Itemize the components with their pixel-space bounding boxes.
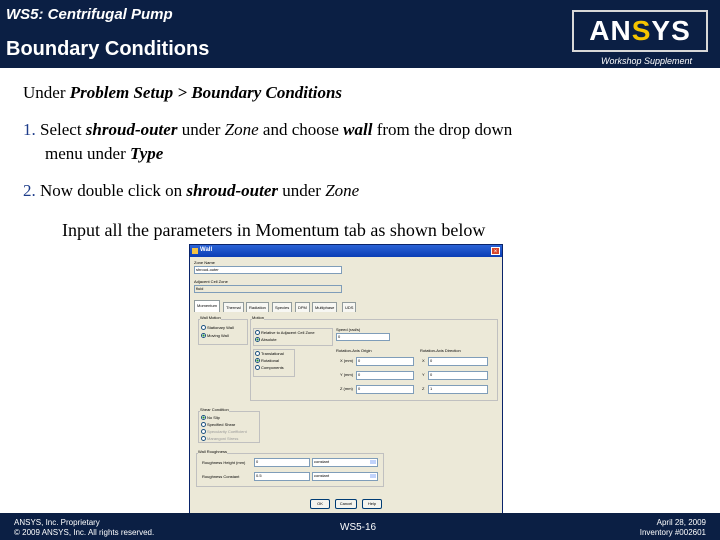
- roughness-constant-method-select[interactable]: constant: [312, 472, 378, 481]
- direction-z-label: Z: [422, 386, 425, 391]
- roughness-constant-label: Roughness Constant: [202, 474, 240, 479]
- direction-x-input[interactable]: 0: [428, 357, 488, 366]
- origin-x-input[interactable]: 0: [356, 357, 414, 366]
- slide-header: [0, 0, 720, 68]
- origin-z-input[interactable]: 0: [356, 385, 414, 394]
- tab-uds[interactable]: UDS: [342, 302, 356, 312]
- close-icon[interactable]: ×: [491, 247, 500, 255]
- step-2: 2. Now double click on shroud-outer under Zone: [23, 181, 360, 200]
- specified-shear-radio[interactable]: Specified Shear: [201, 422, 235, 427]
- direction-y-input[interactable]: 0: [428, 371, 488, 380]
- workshop-title: WS5: Centrifugal Pump: [6, 6, 173, 23]
- axis-origin-label: Rotation-Axis Origin: [336, 348, 372, 353]
- direction-y-label: Y: [422, 372, 425, 377]
- origin-y-input[interactable]: 0: [356, 371, 414, 380]
- moving-wall-radio[interactable]: Moving Wall: [201, 333, 229, 338]
- wall-motion-label: Wall Motion: [200, 315, 221, 320]
- footer-date: April 28, 2009: [656, 518, 706, 527]
- dialog-titlebar[interactable]: Wall: [190, 245, 502, 257]
- zone-name-label: Zone Name: [194, 260, 215, 265]
- wall-dialog: [189, 244, 503, 514]
- specularity-coefficient-radio[interactable]: Specularity Coefficient: [201, 429, 247, 434]
- speed-label: Speed (rad/s): [336, 327, 361, 332]
- footer-left: [14, 518, 154, 538]
- roughness-height-input[interactable]: 0: [254, 458, 310, 467]
- roughness-height-method-select[interactable]: constant: [312, 458, 378, 467]
- tab-radiation[interactable]: Radiation: [246, 302, 269, 312]
- slide-number: WS5-16: [340, 522, 377, 533]
- rotational-radio[interactable]: Rotational: [255, 358, 279, 363]
- origin-z-label: Z (mm): [340, 386, 353, 391]
- slide-title: Boundary Conditions: [6, 38, 210, 60]
- translational-radio[interactable]: Translational: [255, 351, 284, 356]
- tab-thermal[interactable]: Thermal: [223, 302, 244, 312]
- footer-inventory: Inventory #002601: [639, 528, 706, 537]
- shear-condition-label: Shear Condition: [200, 407, 229, 412]
- wall-motion-group: [198, 319, 248, 345]
- wall-roughness-label: Wall Roughness: [198, 449, 227, 454]
- instruction-text: Input all the parameters in Momentum tab as shown below: [62, 220, 486, 240]
- ok-button[interactable]: OK: [310, 499, 330, 509]
- slide-footer: [0, 513, 720, 540]
- tab-species[interactable]: Species: [272, 302, 292, 312]
- relative-radio[interactable]: Relative to Adjacent Cell Zone: [255, 330, 315, 335]
- tab-multiphase[interactable]: Multiphase: [312, 302, 337, 312]
- tab-momentum[interactable]: Momentum: [194, 300, 220, 312]
- footer-proprietary: ANSYS, Inc. Proprietary: [14, 518, 100, 527]
- speed-input[interactable]: 0: [336, 333, 390, 341]
- intro-line: Under Problem Setup > Boundary Conditions: [23, 83, 343, 102]
- absolute-radio[interactable]: Absolute: [255, 337, 277, 342]
- adjacent-zone-label: Adjacent Cell Zone: [194, 279, 228, 284]
- roughness-constant-input[interactable]: 0.5: [254, 472, 310, 481]
- axis-direction-label: Rotation-Axis Direction: [420, 348, 461, 353]
- direction-x-label: X: [422, 358, 425, 363]
- stationary-wall-radio[interactable]: Stationary Wall: [201, 325, 234, 330]
- motion-label: Motion: [252, 315, 265, 320]
- no-slip-radio[interactable]: No Slip: [201, 415, 220, 420]
- ansys-logo: AN S YS: [572, 10, 708, 52]
- step-1: 1. Select shroud-outer under Zone and choose wall from the drop down: [23, 120, 513, 139]
- help-button[interactable]: Help: [362, 499, 382, 509]
- direction-z-input[interactable]: 1: [428, 385, 488, 394]
- tab-dpm[interactable]: DPM: [295, 302, 310, 312]
- components-radio[interactable]: Components: [255, 365, 284, 370]
- roughness-height-label: Roughness Height (mm): [202, 460, 246, 465]
- zone-name-input[interactable]: shroud-outer: [194, 266, 342, 274]
- marangoni-stress-radio[interactable]: Marangoni Stress: [201, 436, 238, 441]
- adjacent-zone-value: fluid: [194, 285, 342, 293]
- workshop-supplement: Workshop Supplement: [600, 56, 692, 66]
- origin-y-label: Y (mm): [340, 372, 354, 377]
- footer-copyright: © 2009 ANSYS, Inc. All rights reserved.: [14, 528, 155, 537]
- cancel-button[interactable]: Cancel: [335, 499, 357, 509]
- app-icon: [192, 248, 198, 254]
- step-1-cont: menu under Type: [45, 144, 164, 163]
- footer-right: [640, 518, 706, 538]
- origin-x-label: X (mm): [340, 358, 354, 363]
